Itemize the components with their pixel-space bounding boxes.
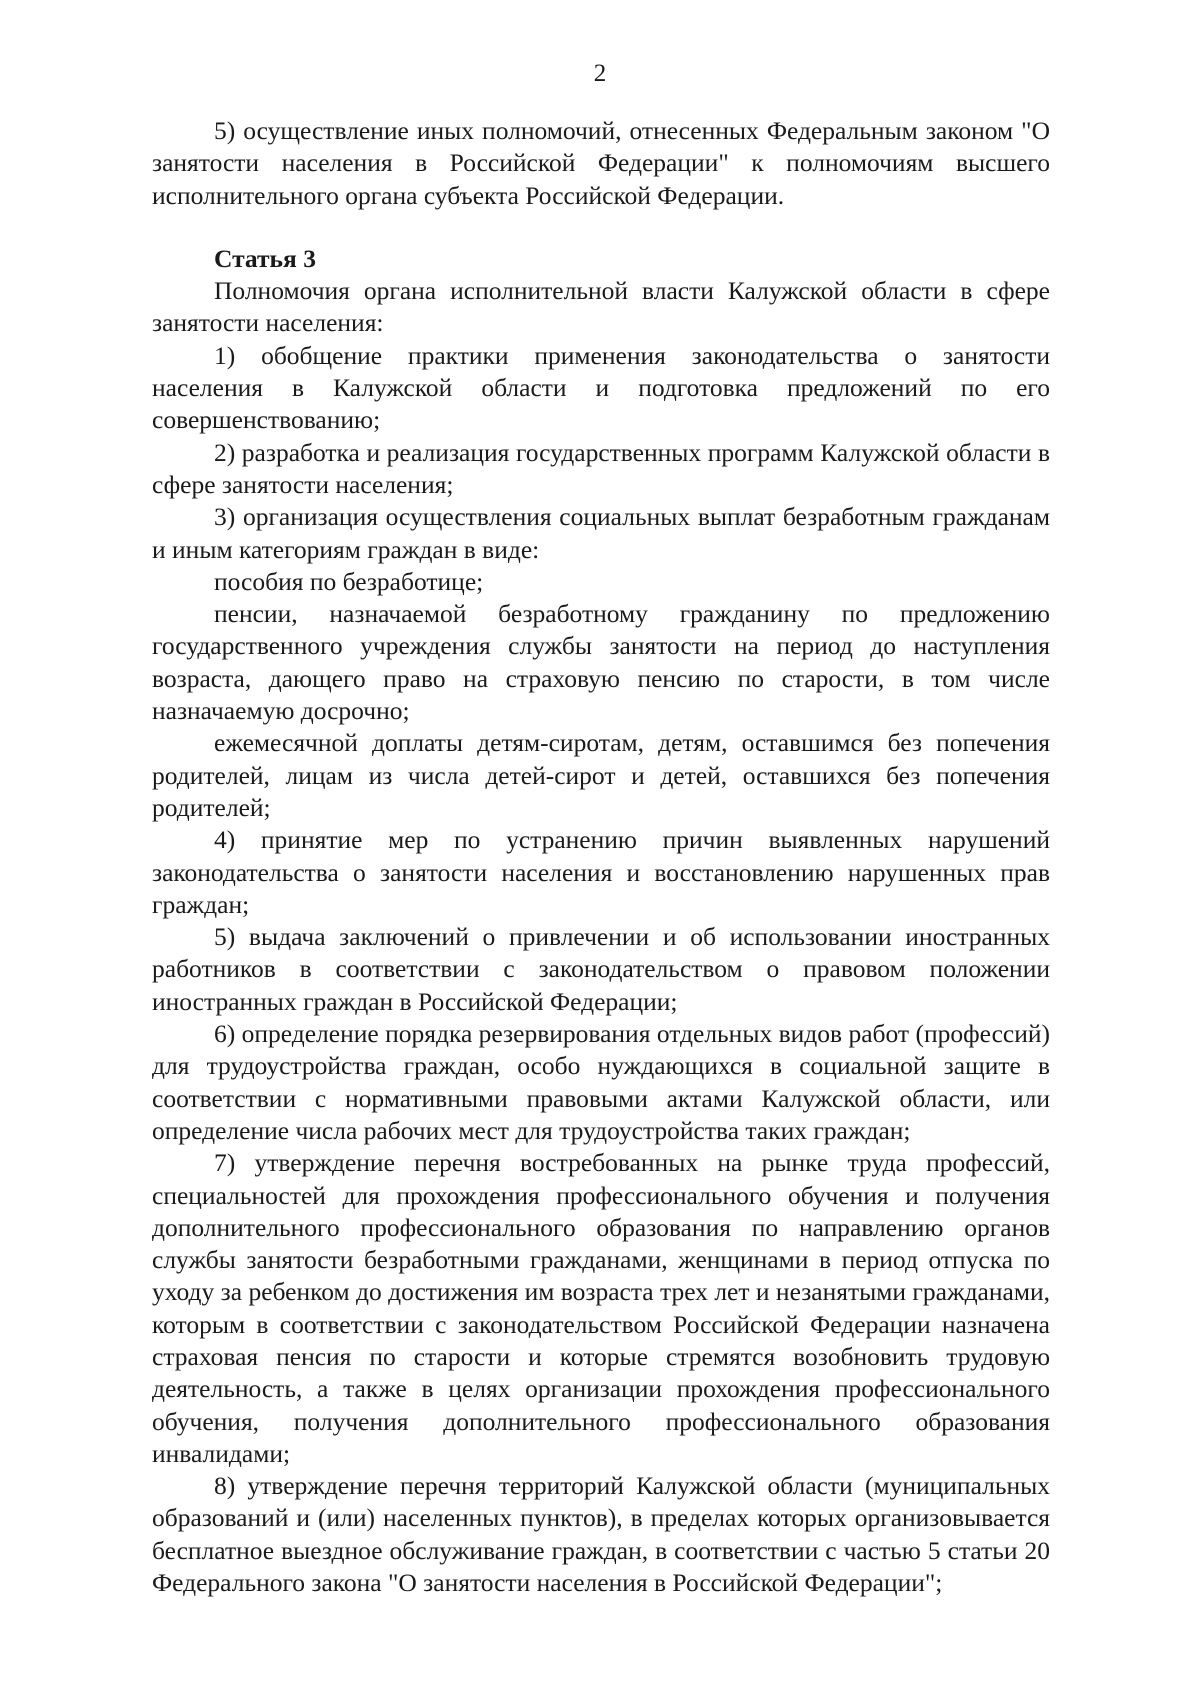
paragraph-item-7: 7) утверждение перечня востребованных на рынке труда профессий, специальностей для прохождения профессионального обучения и получения дополнительного профессионального образования по направлению органов службы занятости безработными гражданами, женщинами в период отпуска по уходу за ребенком до достижения им возраста трех лет и незанятыми гражданами, которым в соответствии с законодательством Российской Федерации назначена страховая пенсия по старости и которые стремятся возобновить трудовую деятельность, а также в целях организации прохождения профессионального обучения, получения дополнительного профессионального образования инвалидами; <box>152 1148 1050 1468</box>
paragraph-item-1: 1) обобщение практики применения законодательства о занятости населения в Калужской области и подготовка предложений по его совершенствованию; <box>152 340 1050 435</box>
paragraph-item-6: 6) определение порядка резервирования отдельных видов работ (профессий) для трудоустройства граждан, особо нуждающихся в социальной защите в соответствии с нормативными правовыми актами Калужской области, или определение числа рабочих мест для трудоустройства таких граждан; <box>152 1019 1050 1145</box>
paragraph-item-2: 2) разработка и реализация государственных программ Калужской области в сфере занятости населения; <box>152 437 1050 499</box>
paragraph-item-5-prev: 5) осуществление иных полномочий, отнесенных Федеральным законом "О занятости населения в Российской Федерации" к полномочиям высшего исполнительного органа субъекта Российской Федерации. <box>152 116 1050 210</box>
document-body <box>152 115 1050 1599</box>
article-heading: Статья 3 <box>214 243 316 273</box>
paragraph-sub-monthly-supplement: ежемесячной доплаты детям-сиротам, детям, оставшимся без попечения родителей, лицам из числа детей-сирот и детей, оставшихся без попечения родителей; <box>152 728 1050 822</box>
paragraph-item-4: 4) принятие мер по устранению причин выявленных нарушений законодательства о занятости населения и восстановлению нарушенных прав граждан; <box>152 825 1050 919</box>
paragraph-item-5: 5) выдача заключений о привлечении и об использовании иностранных работников в соответствии с законодательством о правовом положении иностранных граждан в Российской Федерации; <box>152 922 1050 1016</box>
paragraph-item-3: 3) организация осуществления социальных выплат безработным гражданам и иным категориям граждан в виде: <box>152 502 1050 564</box>
paragraph-sub-pension: пенсии, назначаемой безработному гражданину по предложению государственного учреждения службы занятости на период до наступления возраста, дающего право на страховую пенсию по старости, в том числе назначаемую досрочно; <box>152 599 1050 726</box>
page-number: 2 <box>593 60 607 87</box>
paragraph-item-8: 8) утверждение перечня территорий Калужской области (муниципальных образований и (или) населенных пунктов), в пределах которых организовывается бесплатное выездное обслуживание граждан, в соответствии с частью 5 статьи 20 Федерального закона "О занятости населения в Российской Федерации"; <box>152 1471 1050 1598</box>
paragraph-sub-unemployment-benefit: пособия по безработице; <box>214 566 484 596</box>
article-intro: Полномочия органа исполнительной власти Калужской области в сфере занятости населения: <box>152 276 1050 338</box>
